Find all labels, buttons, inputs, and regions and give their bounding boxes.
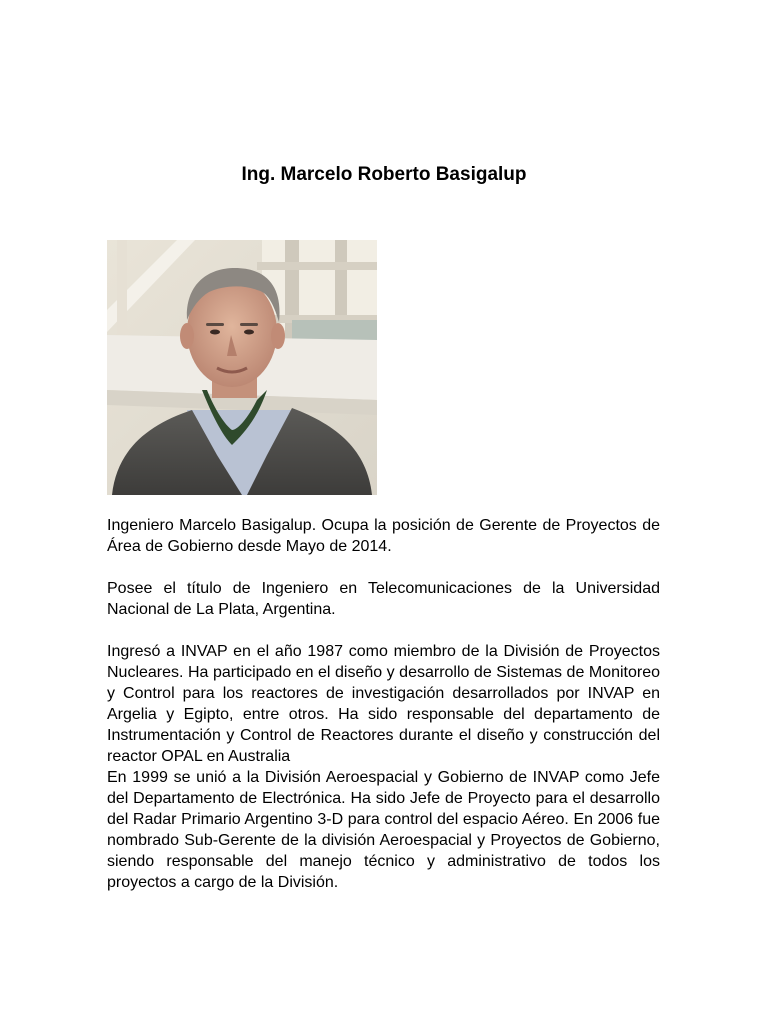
paragraph-education: Posee el título de Ingeniero en Telecomunicaciones de la Universidad Nacional de La Plata, Argentina. <box>107 580 660 618</box>
biography-text <box>107 515 660 893</box>
page-title: Ing. Marcelo Roberto Basigalup <box>241 164 527 185</box>
paragraph-current-position: Ingeniero Marcelo Basigalup. Ocupa la posición de Gerente de Proyectos de Área de Gobierno desde Mayo de 2014. <box>107 517 660 555</box>
portrait-photo-icon <box>107 240 377 495</box>
paragraph-nuclear-division: Ingresó a INVAP en el año 1987 como miembro de la División de Proyectos Nucleares. Ha participado en el diseño y desarrollo de Sistemas de Monitoreo y Control para los reactores de investigación desarrollados por INVAP en Argelia y Egipto, entre otros. Ha sido responsable del departamento de Instrumentación y Control de Reactores durante el diseño y construcción del reactor OPAL en Australia <box>107 643 660 765</box>
portrait-photo <box>107 240 377 495</box>
paragraph-aerospace-division: En 1999 se unió a la División Aeroespacial y Gobierno de INVAP como Jefe del Departamento de Electrónica. Ha sido Jefe de Proyecto para el desarrollo del Radar Primario Argentino 3-D para control del espacio Aéreo. En 2006 fue nombrado Sub-Gerente de la división Aeroespacial y Proyectos de Gobierno, siendo responsable del manejo técnico y administrativo de todos los proyectos a cargo de la División. <box>107 769 660 891</box>
